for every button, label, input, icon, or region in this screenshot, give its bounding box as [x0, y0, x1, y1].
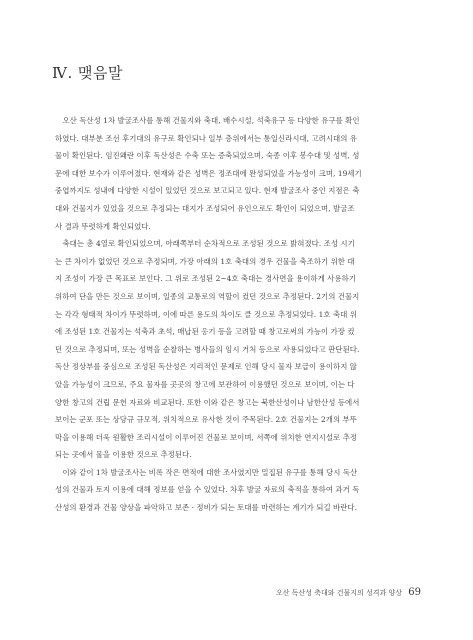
- text-line: 산성의 환경과 건물 양상을 파악하고 보존 · 정비가 되는 토대를 마련하는 계기가 되길 바란다.: [55, 503, 357, 513]
- paragraph-3: [55, 464, 419, 517]
- text-line: 이와 같이 1차 발굴조사는 비록 작은 면적에 대한 조사였지만 밀집된 유구를 통해 당시 독산: [55, 467, 358, 477]
- text-line: 는 큰 차이가 없었던 것으로 추정되며, 가장 아래의 1호 축대의 경우 건물을 축조하기 위한 대: [55, 256, 355, 266]
- page-footer: [276, 587, 421, 598]
- text-line: 양한 창고의 건립 문헌 자료와 비교된다. 또한 이와 같은 창고는 북한산성이나 남한산성 등에서: [55, 397, 360, 407]
- text-line: 중엽까지도 성내에 다양한 시설이 있었던 것으로 보고되고 있다. 현재 발굴조사 중인 지점은 축: [55, 186, 360, 196]
- running-title: 오산 독산성 축대와 건물지의 성격과 양상: [275, 589, 403, 597]
- chapter-title: Ⅳ. 맺음말: [52, 64, 123, 82]
- text-line: 막을 이용해 더욱 원활한 조리시설이 이루어진 건물로 보이며, 서쪽에 위치한 연지시설로 추정: [55, 432, 357, 442]
- paragraph-2: [55, 235, 419, 464]
- text-line: 오산 독산성 1차 발굴조사를 통해 건물지와 축대, 배수시설, 석축유구 등 다양한 유구를 확인: [55, 116, 360, 125]
- text-line: 독산 정상부를 중심으로 조성된 독산성은 지리적인 문제로 인해 당시 물자 보급이 용이하지 않: [55, 362, 357, 372]
- text-line: 보이는 군포 또는 상당규 규모적, 위치적으로 유사한 것이 주목된다. 2호 건물지는 2개의 부뚜: [55, 415, 357, 425]
- text-line: 던 것으로 추정되며, 또는 성벽을 순찰하는 병사들의 임시 거처 등으로 사용되었다고 판단된다.: [55, 344, 360, 354]
- page-number: 69: [408, 587, 421, 598]
- text-line: 지 조성이 가장 큰 목표로 보인다. 그 위로 조성된 2~4호 축대는 경사면을 용이하게 사용하기: [55, 274, 356, 284]
- text-line: 하였다. 대부분 조선 후기대의 유구로 확인되나 일부 층위에서는 통일신라시대, 고려시대의 유: [55, 133, 357, 143]
- text-line: 대와 건물지가 있었을 것으로 추정되는 대지가 조성되어 유인으로도 확인이 되었으며, 발굴조: [55, 203, 355, 213]
- text-line: 는 각각 형태적 차이가 뚜렷하며, 이에 따른 용도의 차이도 클 것으로 추정되었다. 1호 축대 위: [55, 309, 357, 319]
- text-line: 물이 확인된다. 임진왜란 이후 독산성은 수축 또는 증축되었으며, 숙종 이후 봉수대 및 성벽, 성: [55, 151, 360, 161]
- text-line: 위하여 단을 만든 것으로 보이며, 일종의 교통로의 역할이 컸던 것으로 추정된다. 2기의 건물지: [55, 291, 360, 301]
- body-text: [55, 112, 419, 517]
- text-line: 문에 대한 보수가 이루어졌다. 현재와 같은 성벽은 정조대에 완성되었을 가능성이 크며, 19세기: [55, 168, 362, 178]
- paragraph-1: [55, 112, 419, 235]
- text-line: 되는 곳에서 물을 이용한 것으로 추정된다.: [55, 450, 192, 460]
- text-line: 성의 건물과 토지 이용에 대해 정보를 얻을 수 있었다. 차후 발굴 자료의 축적을 통하여 과거 독: [55, 485, 360, 495]
- text-line: 았을 가능성이 크므로, 주요 물자를 곳곳의 창고에 보관하여 이용했던 것으로 보이며, 이는 다: [55, 379, 355, 389]
- text-line: 축대는 총 4열로 확인되었으며, 아래쪽부터 순차적으로 조성된 것으로 밝혀졌다. 조성 시기: [55, 239, 355, 249]
- text-line: 사 결과 뚜렷하게 확인되었다.: [55, 221, 151, 231]
- text-line: 에 조성된 1호 건물지는 석축과 초석, 매납된 옹기 등을 고려할 때 창고로써의 가능이 가장 컸: [55, 327, 355, 337]
